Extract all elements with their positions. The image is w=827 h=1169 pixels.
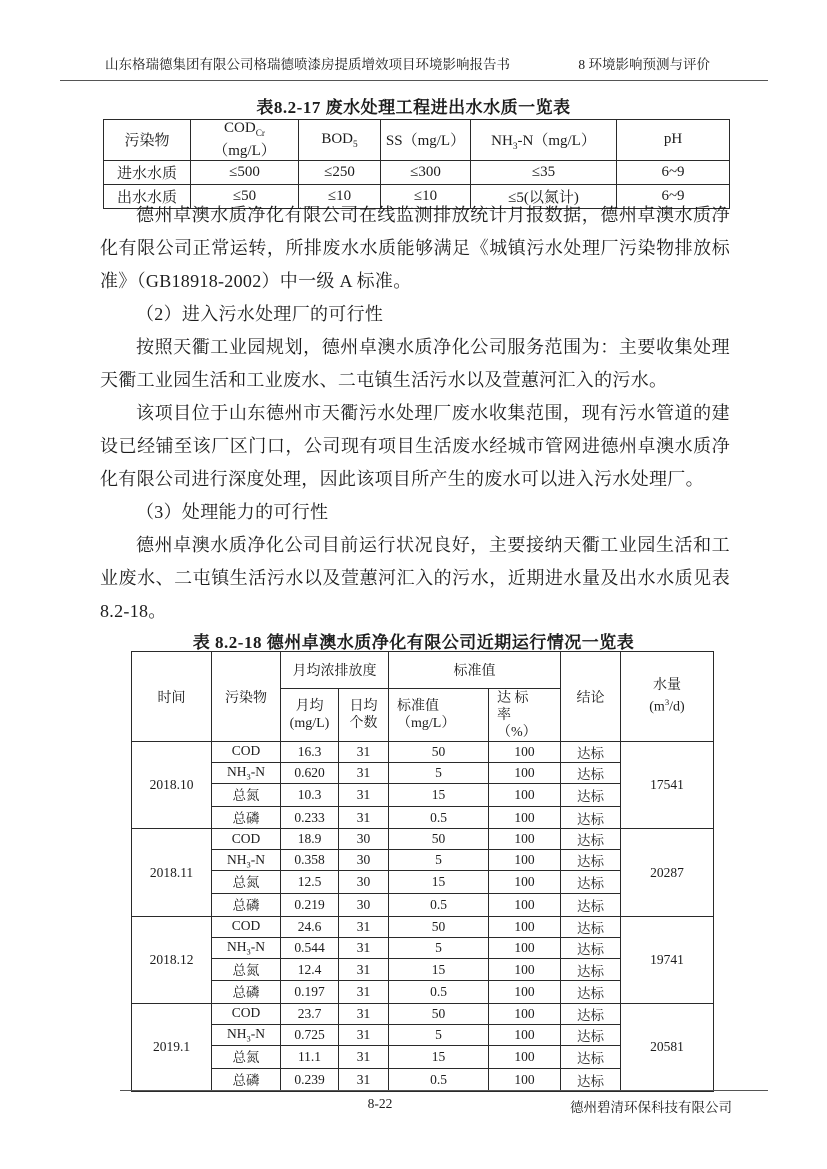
rate-cell: 100 xyxy=(489,1046,561,1069)
period-cell: 2018.12 xyxy=(132,916,212,1003)
pollutant-cell: COD xyxy=(212,742,281,763)
t1-header-cod: $COD_{Cr}$ （mg/L） xyxy=(191,120,299,161)
daily-count-cell: 30 xyxy=(339,829,389,850)
t1-cell: ≤10 xyxy=(299,185,381,209)
daily-count-cell: 31 xyxy=(339,981,389,1004)
standard-cell: 5 xyxy=(389,1025,489,1046)
t1-cell: ≤50 xyxy=(191,185,299,209)
monthly-avg-cell: 11.1 xyxy=(281,1046,339,1069)
daily-count-cell: 31 xyxy=(339,916,389,937)
page-header xyxy=(60,53,768,81)
wastewater-quality-table xyxy=(103,119,730,209)
t1-cell: ≤35 xyxy=(471,161,617,185)
t1-cell: 进水水质 xyxy=(104,161,191,185)
standard-cell: 5 xyxy=(389,763,489,784)
monthly-avg-cell: 0.197 xyxy=(281,981,339,1004)
t2-header-standard-group: 标准值 xyxy=(389,652,561,689)
period-cell: 2018.11 xyxy=(132,829,212,916)
water-volume-unit: $(m^3/d)$ xyxy=(649,697,685,715)
table1-header-row xyxy=(104,120,730,161)
standard-cell: 15 xyxy=(389,1046,489,1069)
pollutant-cell: 总磷 xyxy=(212,806,281,829)
paragraph-1: 德州卓澳水质净化有限公司在线监测排放统计月报数据，德州卓澳水质净化有限公司正常运转，所排废水水质能够满足《城镇污水处理厂污染物排放标准》（GB18918-2002）中一级 A 标准。 xyxy=(100,205,730,291)
standard-cell: 0.5 xyxy=(389,981,489,1004)
rate-cell: 100 xyxy=(489,806,561,829)
t1-cell: ≤500 xyxy=(191,161,299,185)
rate-cell: 100 xyxy=(489,981,561,1004)
monthly-avg-cell: 10.3 xyxy=(281,784,339,807)
t2-subheader-monthly-avg: 月均 (mg/L) xyxy=(281,689,339,742)
t2-subheader-daily-count: 日均 个数 xyxy=(339,689,389,742)
conclusion-cell: 达标 xyxy=(561,1004,621,1025)
pollutant-cell: COD xyxy=(212,829,281,850)
monthly-avg-cell: 23.7 xyxy=(281,1004,339,1025)
rate-cell: 100 xyxy=(489,1068,561,1091)
rate-cell: 100 xyxy=(489,784,561,807)
pollutant-cell: $NH_3-N$ xyxy=(212,1025,281,1046)
standard-cell: 50 xyxy=(389,916,489,937)
t2-subheader-rate: 达 标 率 （%） xyxy=(489,689,561,742)
conclusion-cell: 达标 xyxy=(561,958,621,981)
water-volume-label: 水量 xyxy=(653,678,681,694)
table-row xyxy=(132,1004,714,1025)
t1-cell: 6~9 xyxy=(617,161,730,185)
rate-cell: 100 xyxy=(489,850,561,871)
monthly-avg-cell: 0.233 xyxy=(281,806,339,829)
t1-header-nh3n: $NH_3-N(mg/L)$ xyxy=(471,120,617,161)
t1-cell: ≤250 xyxy=(299,161,381,185)
t2-header-pollutant: 污染物 xyxy=(212,652,281,742)
daily-count-cell: 31 xyxy=(339,742,389,763)
daily-count-cell: 31 xyxy=(339,1068,389,1091)
monthly-avg-cell: 24.6 xyxy=(281,916,339,937)
operation-status-table xyxy=(131,651,714,1092)
table2-caption: 表 8.2-18 德州卓澳水质净化有限公司近期运行情况一览表 xyxy=(192,633,635,652)
paragraph-2-subheading: （2）进入污水处理厂的可行性 xyxy=(136,304,384,324)
monthly-avg-cell: 12.4 xyxy=(281,958,339,981)
t1-cell: 出水水质 xyxy=(104,185,191,209)
pollutant-cell: 总氮 xyxy=(212,958,281,981)
footer-divider xyxy=(120,1090,768,1091)
monthly-avg-cell: 0.620 xyxy=(281,763,339,784)
t1-cell: ≤300 xyxy=(381,161,471,185)
standard-cell: 5 xyxy=(389,937,489,958)
paragraph-4: 该项目位于山东德州市天衢污水处理厂废水收集范围，现有污水管道的建设已经铺至该厂区门口，公司现有项目生活废水经城市管网进德州卓澳水质净化有限公司进行深度处理，因此该项目所产生的废水可以进入污水处理厂。 xyxy=(100,403,730,489)
pollutant-cell: $NH_3-N$ xyxy=(212,937,281,958)
paragraph-5-subheading: （3）处理能力的可行性 xyxy=(136,502,329,522)
conclusion-cell: 达标 xyxy=(561,829,621,850)
t1-header-bod: $BOD_5$ xyxy=(299,120,381,161)
daily-count-cell: 31 xyxy=(339,806,389,829)
pollutant-cell: 总氮 xyxy=(212,1046,281,1069)
header-right-chapter: 8 环境影响预测与评价 xyxy=(578,57,710,72)
rate-cell: 100 xyxy=(489,894,561,917)
t1-cell: ≤10 xyxy=(381,185,471,209)
pollutant-cell: 总氮 xyxy=(212,784,281,807)
pollutant-cell: 总磷 xyxy=(212,1068,281,1091)
t1-header-pollutant: 污染物 xyxy=(104,120,191,161)
standard-cell: 15 xyxy=(389,784,489,807)
table1-caption: 表8.2-17 废水处理工程进出水水质一览表 xyxy=(256,98,571,117)
t2-header-monthly-group: 月均浓排放度 xyxy=(281,652,389,689)
body-text xyxy=(100,199,730,628)
conclusion-cell: 达标 xyxy=(561,806,621,829)
t1-header-ss: SS（mg/L） xyxy=(381,120,471,161)
water-volume-cell: 17541 xyxy=(621,742,714,829)
rate-cell: 100 xyxy=(489,742,561,763)
standard-cell: 50 xyxy=(389,742,489,763)
daily-count-cell: 30 xyxy=(339,850,389,871)
daily-count-cell: 31 xyxy=(339,1004,389,1025)
daily-count-cell: 30 xyxy=(339,894,389,917)
daily-count-cell: 31 xyxy=(339,1046,389,1069)
table-row xyxy=(132,829,714,850)
header-left-title: 山东格瑞德集团有限公司格瑞德喷漆房提质增效项目环境影响报告书 xyxy=(105,57,510,72)
daily-count-cell: 31 xyxy=(339,958,389,981)
rate-cell: 100 xyxy=(489,1025,561,1046)
period-cell: 2019.1 xyxy=(132,1004,212,1091)
standard-cell: 15 xyxy=(389,958,489,981)
rate-cell: 100 xyxy=(489,829,561,850)
rate-cell: 100 xyxy=(489,763,561,784)
conclusion-cell: 达标 xyxy=(561,1046,621,1069)
t2-header-time: 时间 xyxy=(132,652,212,742)
conclusion-cell: 达标 xyxy=(561,1068,621,1091)
paragraph-6: 德州卓澳水质净化公司目前运行状况良好，主要接纳天衢工业园生活和工业废水、二屯镇生活污水以及萱蕙河汇入的污水，近期进水量及出水水质见表8.2-18。 xyxy=(100,535,730,621)
daily-count-cell: 31 xyxy=(339,784,389,807)
table-row xyxy=(132,916,714,937)
conclusion-cell: 达标 xyxy=(561,937,621,958)
standard-cell: 15 xyxy=(389,871,489,894)
daily-count-cell: 30 xyxy=(339,871,389,894)
page-number: 8-22 xyxy=(367,1096,393,1111)
pollutant-cell: 总氮 xyxy=(212,871,281,894)
water-volume-cell: 20581 xyxy=(621,1004,714,1091)
conclusion-cell: 达标 xyxy=(561,916,621,937)
monthly-avg-cell: 16.3 xyxy=(281,742,339,763)
rate-cell: 100 xyxy=(489,1004,561,1025)
pollutant-cell: 总磷 xyxy=(212,981,281,1004)
monthly-avg-cell: 12.5 xyxy=(281,871,339,894)
conclusion-cell: 达标 xyxy=(561,871,621,894)
period-cell: 2018.10 xyxy=(132,742,212,829)
monthly-avg-cell: 0.358 xyxy=(281,850,339,871)
standard-cell: 0.5 xyxy=(389,806,489,829)
table2-header-row-1 xyxy=(132,652,714,689)
conclusion-cell: 达标 xyxy=(561,894,621,917)
rate-cell: 100 xyxy=(489,916,561,937)
monthly-avg-cell: 0.725 xyxy=(281,1025,339,1046)
standard-cell: 50 xyxy=(389,1004,489,1025)
standard-cell: 0.5 xyxy=(389,1068,489,1091)
table-row xyxy=(104,161,730,185)
standard-cell: 50 xyxy=(389,829,489,850)
water-volume-cell: 20287 xyxy=(621,829,714,916)
monthly-avg-cell: 18.9 xyxy=(281,829,339,850)
footer-company: 德州碧清环保科技有限公司 xyxy=(570,1100,732,1115)
water-volume-cell: 19741 xyxy=(621,916,714,1003)
t2-header-conclusion: 结论 xyxy=(561,652,621,742)
conclusion-cell: 达标 xyxy=(561,850,621,871)
t2-header-water-volume xyxy=(621,652,714,742)
daily-count-cell: 31 xyxy=(339,1025,389,1046)
monthly-avg-cell: 0.219 xyxy=(281,894,339,917)
pollutant-cell: 总磷 xyxy=(212,894,281,917)
t1-header-ph: pH xyxy=(617,120,730,161)
conclusion-cell: 达标 xyxy=(561,981,621,1004)
pollutant-cell: COD xyxy=(212,1004,281,1025)
paragraph-3: 按照天衢工业园规划，德州卓澳水质净化公司服务范围为：主要收集处理天衢工业园生活和工业废水、二屯镇生活污水以及萱蕙河汇入的污水。 xyxy=(100,337,730,390)
rate-cell: 100 xyxy=(489,937,561,958)
pollutant-cell: $NH_3-N$ xyxy=(212,763,281,784)
t2-subheader-standard: 标准值 （mg/L） xyxy=(389,689,489,742)
pollutant-cell: $NH_3-N$ xyxy=(212,850,281,871)
t1-cell: ≤5(以氮计) xyxy=(471,185,617,209)
pollutant-cell: COD xyxy=(212,916,281,937)
monthly-avg-cell: 0.239 xyxy=(281,1068,339,1091)
rate-cell: 100 xyxy=(489,871,561,894)
standard-cell: 0.5 xyxy=(389,894,489,917)
daily-count-cell: 31 xyxy=(339,937,389,958)
standard-cell: 5 xyxy=(389,850,489,871)
monthly-avg-cell: 0.544 xyxy=(281,937,339,958)
t1-cell: 6~9 xyxy=(617,185,730,209)
conclusion-cell: 达标 xyxy=(561,763,621,784)
conclusion-cell: 达标 xyxy=(561,742,621,763)
conclusion-cell: 达标 xyxy=(561,1025,621,1046)
rate-cell: 100 xyxy=(489,958,561,981)
daily-count-cell: 31 xyxy=(339,763,389,784)
table-row xyxy=(132,742,714,763)
conclusion-cell: 达标 xyxy=(561,784,621,807)
